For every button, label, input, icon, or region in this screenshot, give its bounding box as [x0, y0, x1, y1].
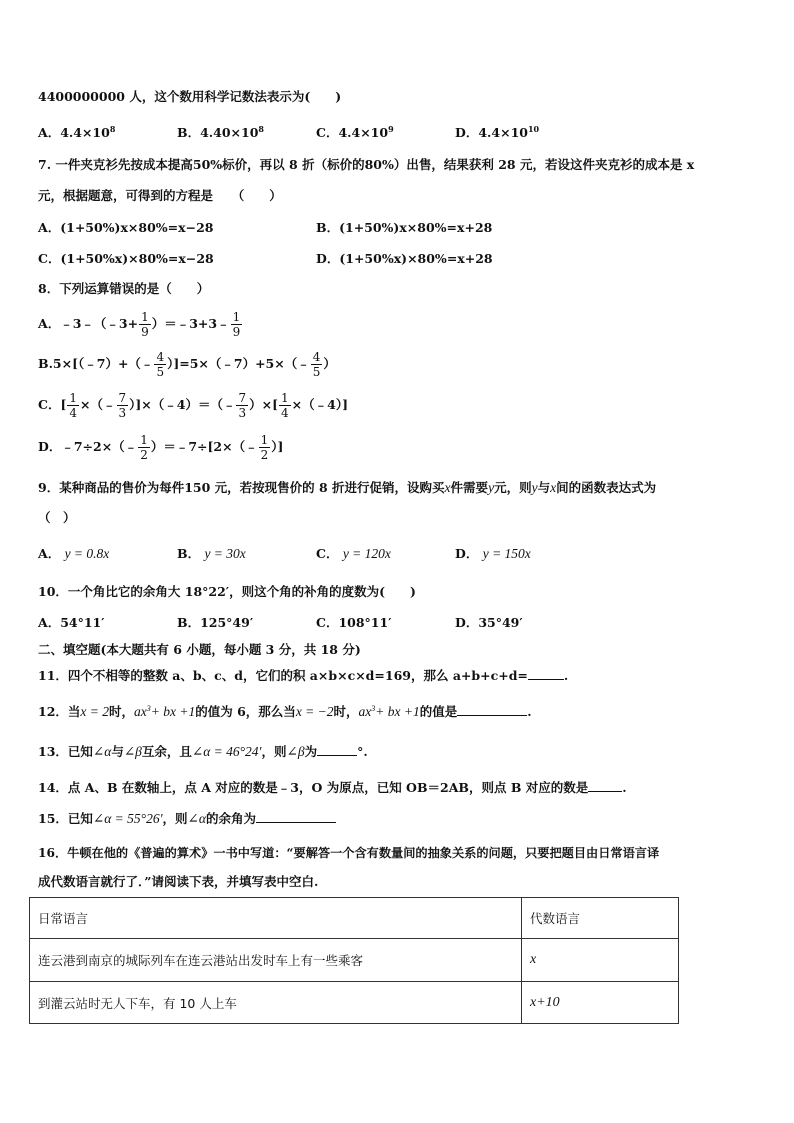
table-row	[30, 939, 679, 982]
q16-stem-line1: 16．牛顿在他的《普遍的算术》一书中写道：“要解答一个含有数量间的抽象关系的问题，只要把题目由日常语言译	[38, 846, 660, 860]
fraction: $\frac{1}{9}$	[141, 310, 149, 339]
table-header: 代数语言	[522, 898, 679, 939]
q10-stem: 10．一个角比它的余角大 18°22′，则这个角的补角的度数为( )	[38, 584, 416, 599]
q10-option-b[interactable]: B．125°49′	[177, 615, 254, 630]
q9-stem-line2: （ ）	[38, 510, 76, 525]
answer-blank[interactable]	[588, 779, 622, 792]
table-header: 日常语言	[30, 898, 522, 939]
q9-option-c[interactable]: C． y = 120x	[316, 546, 391, 561]
q16-stem-line2: 成代数语言就行了．”请阅读下表，并填写表中空白.	[38, 874, 319, 889]
q8-option-c[interactable]: C．[ $\frac{1}{4}$ ×（﹣ $\frac{7}{3}$ ）]×（﹣4）＝（﹣ $\frac{7}{3}$ ）×[ $\frac{1}{4}$ ×（﹣4）]	[38, 391, 348, 420]
q9-option-b[interactable]: B． y = 30x	[177, 546, 246, 561]
q7-stem-line2: 元，根据题意，可得到的方程是 （ ）	[38, 188, 282, 203]
q8-option-d[interactable]: D．﹣7÷2×（﹣ $\frac{1}{2}$ ）＝﹣7÷[2×（﹣ $\frac{1}{2}$ ）]	[38, 433, 284, 462]
q8-option-b[interactable]: B.5×[（﹣7）+（﹣ $\frac{4}{5}$ ）]=5×（﹣7）+5×（﹣ $\frac{4}{5}$ ）	[38, 350, 336, 379]
language-table	[29, 897, 679, 1024]
fraction: $\frac{7}{3}$	[118, 391, 127, 420]
answer-blank[interactable]	[317, 743, 357, 756]
q9-option-a[interactable]: A． y = 0.8x	[38, 546, 110, 561]
q6-stem-tail: 4400000000 人，这个数用科学记数法表示为( )	[38, 89, 342, 104]
fraction: $\frac{1}{2}$	[260, 433, 269, 462]
q8-stem: 8．下列运算错误的是（ ）	[38, 281, 210, 296]
fraction: $\frac{1}{9}$	[232, 310, 241, 339]
table-header-row	[30, 898, 679, 939]
table-row	[30, 982, 679, 1024]
answer-blank[interactable]	[256, 810, 336, 823]
q7-option-a[interactable]: A．(1+50%)x×80%=x−28	[38, 220, 214, 235]
q9-option-d[interactable]: D． y = 150x	[455, 546, 531, 561]
fraction: $\frac{4}{5}$	[312, 350, 321, 379]
q13-stem: 13．已知∠α与∠β互余，且∠α = 46°24′，则∠β为 °.	[38, 744, 368, 759]
section-heading: 二、填空题(本大题共有 6 小题，每小题 3 分，共 18 分)	[38, 642, 361, 657]
q7-option-d[interactable]: D．(1+50%x)×80%=x+28	[316, 251, 493, 266]
table-cell: 连云港到南京的城际列车在连云港站出发时车上有一些乘客	[30, 939, 522, 982]
q7-stem-line1: 7. 一件夹克衫先按成本提高50%标价，再以 8 折（标价的80%）出售，结果获利 28 元，若设这件夹克衫的成本是 x	[38, 157, 695, 172]
q8-option-a[interactable]: A．﹣3﹣（﹣3+ $\frac{1}{9}$ ）＝﹣3+3﹣ $\frac{1}{9}$	[38, 310, 241, 339]
q7-option-b[interactable]: B．(1+50%)x×80%=x+28	[316, 220, 493, 235]
table-cell: 到灌云站时无人下车，有 10 人上车	[30, 982, 522, 1024]
q10-option-d[interactable]: D．35°49′	[455, 615, 523, 630]
table-cell: x	[522, 939, 679, 982]
fraction: $\frac{4}{5}$	[156, 350, 165, 379]
q14-stem: 14．点 A、B 在数轴上，点 A 对应的数是﹣3，O 为原点，已知 OB＝2AB，则点 B 对应的数是 .	[38, 780, 627, 795]
answer-blank[interactable]	[457, 703, 527, 716]
q11-stem: 11．四个不相等的整数 a、b、c、d，它们的积 a×b×c×d=169，那么 a+b+c+d= .	[38, 668, 569, 683]
q7-option-c[interactable]: C．(1+50%x)×80%=x−28	[38, 251, 214, 266]
fraction: $\frac{1}{4}$	[281, 391, 289, 420]
q10-option-a[interactable]: A．54°11′	[38, 615, 105, 630]
q6-option-d[interactable]: D．$4.4\times 10^{10}$	[455, 124, 540, 140]
q6-option-c[interactable]: C．$4.4\times 10^9$	[316, 124, 394, 140]
q15-stem: 15．已知∠α = 55°26′，则∠α的余角为	[38, 810, 336, 828]
answer-blank[interactable]	[528, 667, 564, 680]
q9-stem-line1: 9．某种商品的售价为每件150 元，若按现售价的 8 折进行促销，设购买x件需要y元，则y与x间的函数表达式为	[38, 480, 657, 495]
q6-option-a[interactable]: A．$4.4\times 10^8$	[38, 124, 116, 140]
fraction: $\frac{1}{2}$	[140, 433, 148, 462]
table-cell: x+10	[522, 982, 679, 1024]
fraction: $\frac{7}{3}$	[238, 391, 247, 420]
q6-option-b[interactable]: B．$4.40\times 10^8$	[177, 124, 264, 140]
fraction: $\frac{1}{4}$	[69, 391, 78, 420]
q12-stem: 12．当x = 2时，$ax^3+$ bx +1的值为 6，那么当x = −2时，$ax^3+$ bx +1的值是 .	[38, 704, 532, 719]
q10-option-c[interactable]: C．108°11′	[316, 615, 392, 630]
